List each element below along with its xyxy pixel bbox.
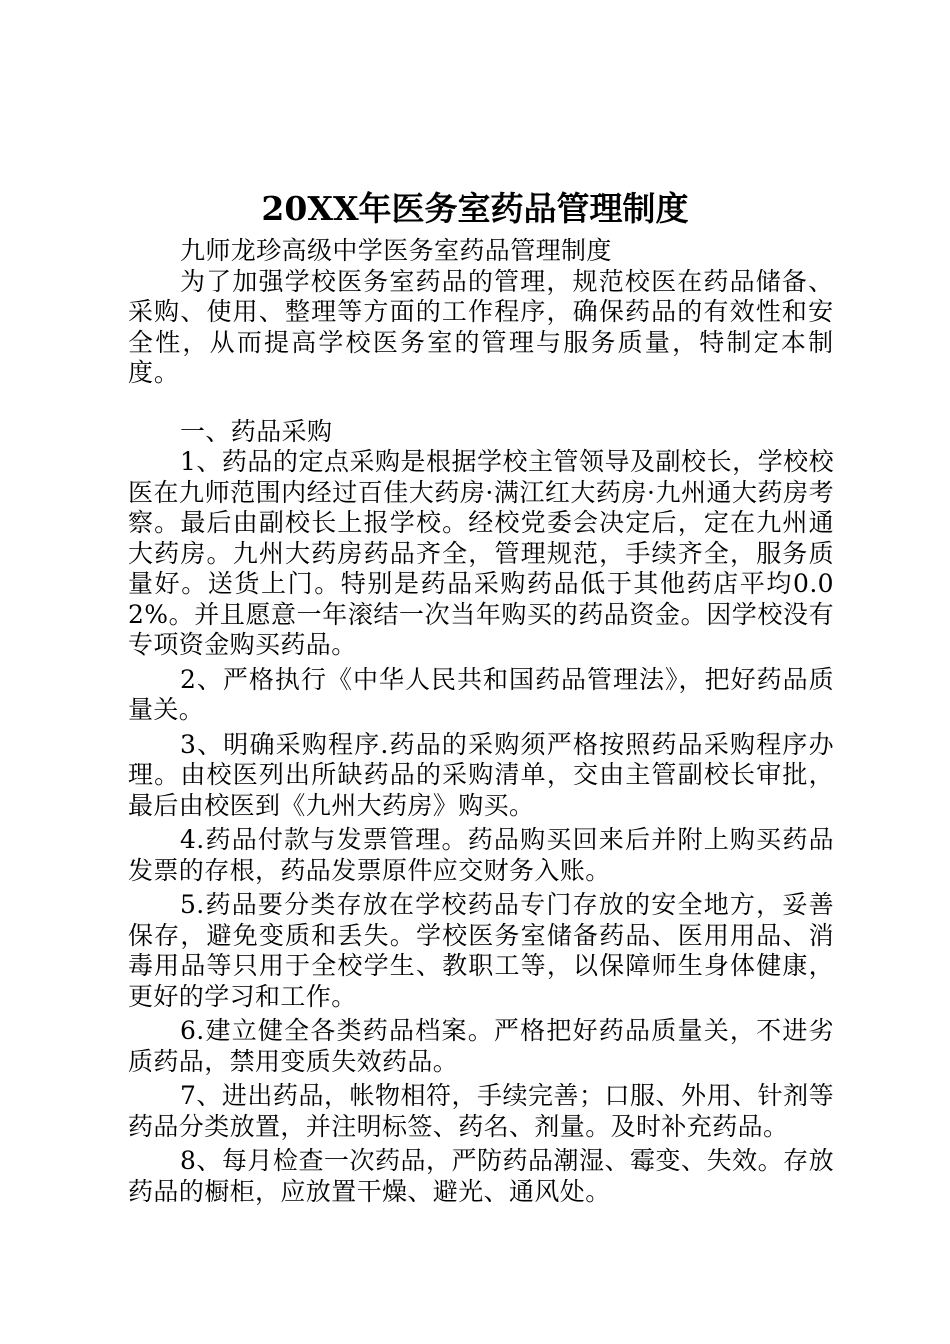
list-item: 5.药品要分类存放在学校药品专门存放的安全地方，妥善保存，避免变质和丢失。学校医务室储备药品、医用用品、消毒用品等只用于全校学生、教职工等，以保障师生身体健康，更好的学习和工作。 [128, 890, 834, 1011]
list-item: 8、每月检查一次药品，严防药品潮湿、霉变、失效。存放药品的橱柜，应放置干燥、避光、通风处。 [128, 1146, 834, 1206]
document-subtitle: 九师龙珍高级中学医务室药品管理制度 [180, 236, 612, 265]
list-item: 7、进出药品，帐物相符，手续完善；口服、外用、针剂等药品分类放置，并注明标签、药名、剂量。及时补充药品。 [128, 1081, 834, 1141]
list-item: 2、严格执行《中华人民共和国药品管理法》，把好药品质量关。 [128, 664, 834, 724]
list-item: 6.建立健全各类药品档案。严格把好药品质量关，不进劣质药品，禁用变质失效药品。 [128, 1016, 834, 1076]
document-title: 20XX年医务室药品管理制度 [261, 189, 689, 228]
list-item: 1、药品的定点采购是根据学校主管领导及副校长，学校校医在九师范围内经过百佳大药房·满江红大药房·九州通大药房考察。最后由副校长上报学校。经校党委会决定后，定在九州通大药房。九州大药房药品齐全，管理规范，手续齐全，服务质量好。送货上门。特别是药品采购药品低于其他药店平均0.02%。并且愿意一年滚结一次当年购买的药品资金。因学校没有专项资金购买药品。 [128, 447, 834, 659]
list-item: 3、明确采购程序.药品的采购须严格按照药品采购程序办理。由校医列出所缺药品的采购清单，交由主管副校长审批，最后由校医到《九州大药房》购买。 [128, 729, 834, 820]
section-heading: 一、药品采购 [180, 416, 333, 446]
list-item: 4.药品付款与发票管理。药品购买回来后并附上购买药品发票的存根，药品发票原件应交财务入账。 [128, 825, 834, 885]
paragraph-gap [128, 389, 834, 417]
intro-paragraph: 为了加强学校医务室药品的管理，规范校医在药品储备、采购、使用、整理等方面的工作程序，确保药品的有效性和安全性，从而提高学校医务室的管理与服务质量，特制定本制度。 [128, 266, 834, 387]
document-body [128, 236, 834, 1207]
